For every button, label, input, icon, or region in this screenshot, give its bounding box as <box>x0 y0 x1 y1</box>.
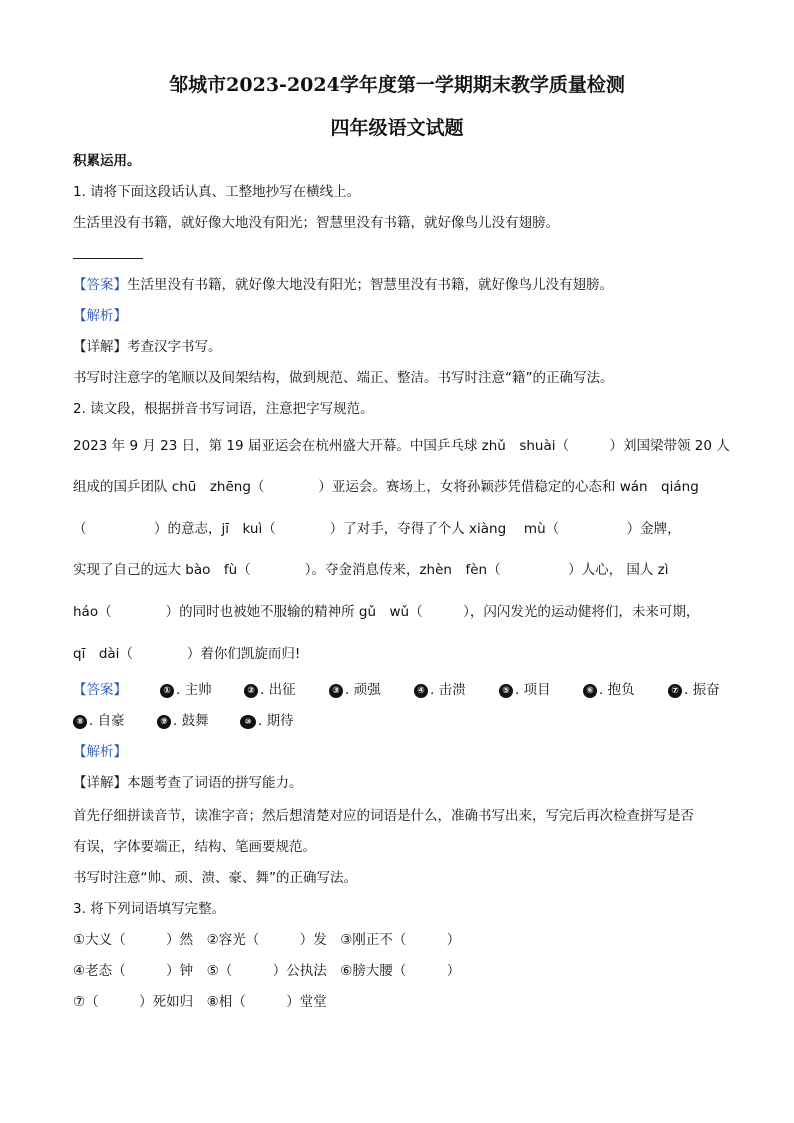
q2-passage-line-4: 实现了自己的远大 bào fù（ ）。夺金消息传来，zhèn fèn（ ）人心， 国人 zì <box>73 562 669 578</box>
answer-word: . 项目 <box>515 682 551 698</box>
answer-number: ⑦ <box>668 684 682 698</box>
q1-note: 书写时注意字的笔顺以及间架结构，做到规范、端正、整洁。书写时注意“籍”的正确写法。 <box>73 370 614 386</box>
answer-word: . 期待 <box>258 713 294 729</box>
q2-detail-text: 本题考查了词语的拼写能力。 <box>127 775 303 791</box>
answer-number: ③ <box>329 684 343 698</box>
q2-prompt: 2. 读文段，根据拼音书写词语，注意把字写规范。 <box>73 401 374 417</box>
q1-answer-text: 生活里没有书籍，就好像大地没有阳光；智慧里没有书籍，就好像鸟儿没有翅膀。 <box>127 277 613 293</box>
q3-row-3: ⑦（ ）死如归 ⑧相（ ）堂堂 <box>73 994 327 1010</box>
q2-note: 书写时注意“帅、顽、溃、豪、舞”的正确写法。 <box>73 870 357 886</box>
q2-answer-item <box>244 680 296 700</box>
q1-analysis-tag: 【解析】 <box>73 308 127 324</box>
q2-answer-item <box>583 680 635 700</box>
answer-word: . 出征 <box>260 682 296 698</box>
answer-number: ⑤ <box>499 684 513 698</box>
answer-word: . 振奋 <box>684 682 720 698</box>
q2-analysis-tag: 【解析】 <box>73 744 127 760</box>
answer-number: ⑨ <box>157 715 171 729</box>
answer-word: . 击溃 <box>430 682 466 698</box>
q1-detail <box>73 337 222 357</box>
answer-tag: 【答案】 <box>73 277 127 293</box>
q2-passage-line-2: 组成的国乒团队 chū zhēng（ ）亚运会。赛场上，女将孙颖莎凭借稳定的心态和 wán qiáng <box>73 479 699 495</box>
answer-number: ② <box>244 684 258 698</box>
q2-answer-item <box>668 680 720 700</box>
q2-answer-item <box>414 680 466 700</box>
detail-tag: 【详解】 <box>73 775 127 791</box>
answer-number: ⑧ <box>73 715 87 729</box>
answer-word: . 主帅 <box>176 682 212 698</box>
q1-writing-line <box>73 258 143 259</box>
q2-answer-item <box>499 680 551 700</box>
q2-answer-item <box>329 680 381 700</box>
q3-row-2: ④老态（ ）钟 ⑤（ ）公执法 ⑥膀大腰（ ） <box>73 963 461 979</box>
answer-word: . 鼓舞 <box>173 713 209 729</box>
q2-detail <box>73 773 303 793</box>
q2-answer-item <box>160 680 212 700</box>
answer-word: . 顽强 <box>345 682 381 698</box>
q2-answer-tag: 【答案】 <box>73 682 127 698</box>
detail-tag: 【详解】 <box>73 339 127 355</box>
answer-word: . 抱负 <box>599 682 635 698</box>
q2-passage-line-1: 2023 年 9 月 23 日，第 19 届亚运会在杭州盛大开幕。中国乒乓球 zhǔ shuài（ ）刘国梁带领 20 人 <box>73 438 730 454</box>
q1-detail-text: 考查汉字书写。 <box>127 339 222 355</box>
answer-number: ⑩ <box>240 715 256 729</box>
answer-number: ① <box>160 684 174 698</box>
q3-prompt: 3. 将下列词语填写完整。 <box>73 901 226 917</box>
exam-title: 邹城市2023-2024学年度第一学期期末教学质量检测 <box>169 74 625 96</box>
q2-passage-line-3: （ ）的意志，jī kuì（ ）了对手，夺得了个人 xiàng mù（ ）金牌， <box>73 521 681 537</box>
q2-explain-1: 首先仔细拼读音节，读准字音；然后想清楚对应的词语是什么，准确书写出来，写完后再次检查拼写是否 <box>73 808 694 824</box>
q2-answer-item <box>240 711 294 731</box>
q2-explain-2: 有误，字体要端正，结构、笔画要规范。 <box>73 839 316 855</box>
answer-number: ⑥ <box>583 684 597 698</box>
q3-row-1: ①大义（ ）然 ②容光（ ）发 ③刚正不（ ） <box>73 932 461 948</box>
exam-subtitle: 四年级语文试题 <box>330 117 464 139</box>
answer-number: ④ <box>414 684 428 698</box>
q1-answer <box>73 275 613 295</box>
q2-passage-line-5: háo（ ）的同时也被她不服输的精神所 gǔ wǔ（ ），闪闪发光的运动健将们，未来可期， <box>73 604 700 620</box>
section-heading: 积累运用。 <box>73 153 141 169</box>
answer-word: . 自豪 <box>89 713 125 729</box>
q2-passage-line-6: qī dài（ ）着你们凯旋而归! <box>73 646 301 662</box>
q2-answer-item <box>73 711 125 731</box>
q1-prompt: 1. 请将下面这段话认真、工整地抄写在横线上。 <box>73 184 361 200</box>
q1-passage: 生活里没有书籍，就好像大地没有阳光；智慧里没有书籍，就好像鸟儿没有翅膀。 <box>73 215 559 231</box>
q2-answer-item <box>157 711 209 731</box>
